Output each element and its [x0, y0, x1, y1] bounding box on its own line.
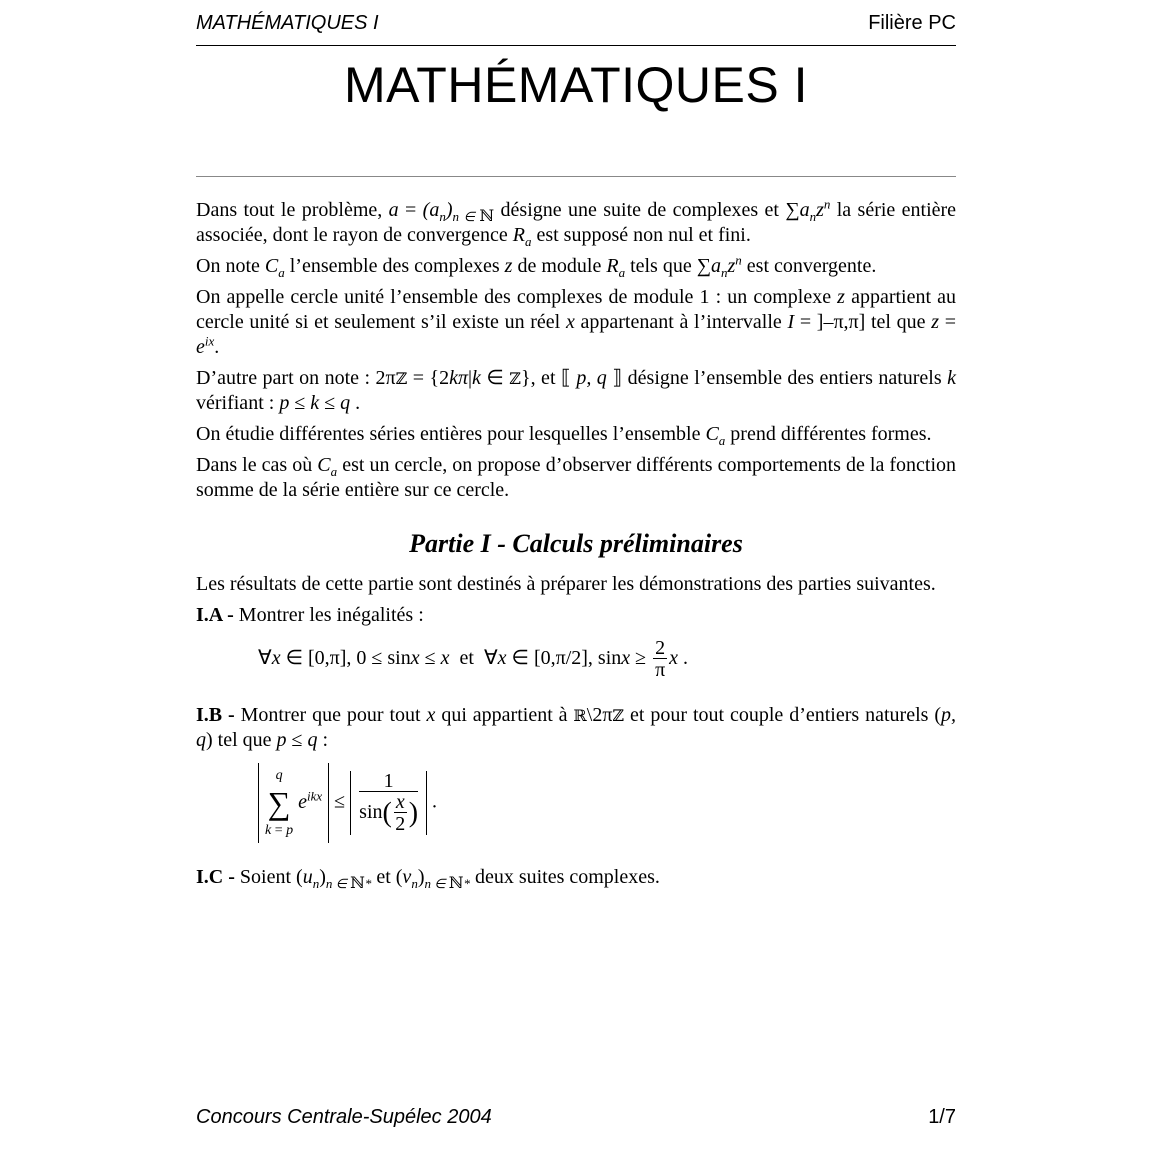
question-ib: I.B - Montrer que pour tout x qui appartient à ℝ\2πℤ et pour tout couple d’entiers naturels (p, q) tel que p ≤ q : [196, 704, 957, 751]
page-number: 1/7 [928, 1106, 956, 1128]
document-body [196, 198, 956, 896]
intro-paragraph-5: On étudie différentes séries entières pour lesquelles l’ensemble $C_a$ prend différentes formes. [196, 423, 932, 448]
fraction: $\frac{2}{\pi}$ [655, 637, 666, 681]
section-title: Partie I - Calculs préliminaires [409, 529, 743, 558]
header-rule [196, 45, 956, 46]
absolute-value: q ∑ k = p $e^{ikx}$ [258, 763, 329, 843]
header-left: MATHÉMATIQUES I [196, 12, 379, 34]
page [196, 0, 956, 1152]
math-radius: $R_a$ [512, 224, 532, 249]
inequality-display: ∀x ∈ [0,π], 0 ≤ sinx ≤ x et ∀x ∈ [0,π/2], sinx ≥ $\frac{2}{\pi}$ x . [258, 637, 689, 681]
part1-lead: Les résultats de cette partie sont destinés à préparer les démonstrations des parties suivantes. [196, 573, 936, 595]
math-sequence-a: $a = (a_n)_{n \in ℕ}$ [388, 199, 495, 225]
math-series: $\sum a_nz^n$ [785, 196, 831, 224]
question-label: I.C - [196, 866, 235, 888]
absolute-value [350, 771, 427, 835]
question-ia: I.A - Montrer les inégalités : [196, 604, 424, 626]
running-footer [196, 1106, 956, 1136]
intro-paragraph-4: D’autre part on note : 2πℤ = {2kπ|k ∈ ℤ}, et ⟦ p, q ⟧ désigne l’ensemble des entiers naturels k vérifiant : p ≤ k ≤ q . [196, 367, 957, 414]
header-right: Filière PC [868, 12, 956, 34]
question-ic: I.C - Soient $(u_n)_{n \in ℕ*}$ et $(v_n)_{n \in ℕ*}$ deux suites complexes. [196, 866, 660, 892]
sum-inequality-display: q ∑ k = p $e^{ikx}$ ≤ 1 sin( $\frac{x}{2}$ ) . [258, 763, 956, 843]
question-label: I.A - [196, 604, 234, 626]
title-rule [196, 176, 956, 177]
footer-left: Concours Centrale-Supélec 2004 [196, 1106, 492, 1128]
fraction: 1 sin( $\frac{x}{2}$ ) [359, 770, 419, 835]
running-header [196, 12, 956, 42]
intro-paragraph-1: Dans tout le problème, $a = (a_n)_{n \in ℕ}$ désigne une suite de complexes et $\sum a_nz^n$ la série entière associée, dont le rayon de convergence $R_a$ est supposé non nul et fini. [196, 196, 957, 249]
intro-paragraph-6: Dans le cas où $C_a$ est un cercle, on propose d’observer différents comportements de la fonction somme de la série entière sur ce cercle. [196, 454, 957, 501]
page-title: MATHÉMATIQUES I [344, 57, 808, 113]
intro-paragraph-3: On appelle cercle unité l’ensemble des complexes de module 1 : un complexe z appartient au cercle unité si et seulement s’il existe un réel x appartenant à l’intervalle I = ]–π,π] tel que $z = e^{ix}$. [196, 286, 957, 358]
question-label: I.B - [196, 704, 235, 726]
intro-paragraph-2: On note $C_a$ l’ensemble des complexes z de module $R_a$ tels que $\sum a_nz^n$ est convergente. [196, 252, 877, 280]
